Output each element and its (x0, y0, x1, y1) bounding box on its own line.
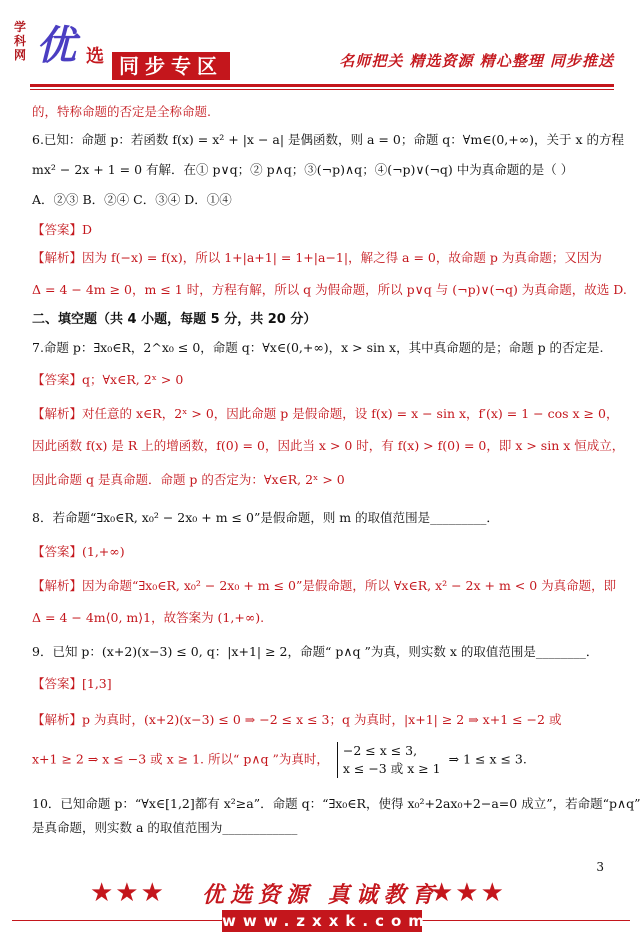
system-row-1: −2 ≤ x ≤ 3, (342, 743, 418, 758)
analysis-7-line-3: 因此命题 q 是真命题．命题 p 的否定为：∀x∈R, 2ˣ > 0 (32, 472, 345, 487)
analysis-9-text: x+1 ≥ 2 ⇒ x ≤ −3 或 x ≥ 1. 所以“ p∧q ”为真时， (32, 751, 329, 767)
inequality-system (337, 742, 441, 778)
logo-text-right: 选 (86, 46, 104, 67)
analysis-6-line-1: 【解析】因为 f(−x) = f(x)，所以 1+|a+1| = 1+|a−1|，解之得 a = 0，故命题 p 为真命题；又因为 (32, 250, 602, 265)
question-7-stem: 7.命题 p：∃x₀∈R，2^x₀ ≤ 0，命题 q：∀x∈(0,+∞)，x > sin x，其中真命题的是；命题 p 的否定是. (32, 340, 604, 355)
analysis-9-line-2 (32, 742, 527, 778)
analysis-6-line-2: Δ = 4 − 4m ≥ 0，m ≤ 1 时，方程有解，所以 q 为假命题，所以 p∨q 与 (¬p)∨(¬q) 为真命题，故选 D. (32, 282, 627, 297)
section-banner: 同步专区 (112, 52, 230, 80)
page-header (0, 0, 642, 92)
header-rule-thin (30, 89, 614, 90)
page-footer (0, 872, 642, 945)
answer-6: 【答案】D (32, 222, 93, 237)
footer-url[interactable]: www.zxxk.com (222, 912, 431, 930)
analysis-7-line-2: 因此函数 f(x) 是 R 上的增函数，f(0) = 0，因此当 x > 0 时，有 f(x) > f(0) = 0，即 x > sin x 恒成立， (32, 438, 625, 453)
site-logo (14, 20, 109, 80)
footer-title: 优选资源 真诚教育 (202, 883, 440, 908)
answer-7: 【答案】q；∀x∈R, 2ˣ > 0 (32, 372, 184, 387)
analysis-8-line-1: 【解析】因为命题“∃x₀∈R, x₀² − 2x₀ + m ≤ 0”是假命题，所以 ∀x∈R, x² − 2x + m < 0 为真命题，即 (32, 578, 617, 593)
question-9-stem: 9．已知 p：(x+2)(x−3) ≤ 0, q：|x+1| ≥ 2，命题“ p∧q ”为真，则实数 x 的取值范围是________． (32, 644, 599, 659)
star-icon: ★★★ (430, 878, 506, 908)
question-6-choices: A．②③ B．②④ C．③④ D．①④ (32, 192, 232, 207)
star-icon: ★★★ (90, 878, 166, 908)
analysis-8-line-2: Δ = 4 − 4m⟨0, m⟩1，故答案为 (1,+∞). (32, 610, 265, 625)
question-6-options-intro: mx² − 2x + 1 = 0 有解．在① p∨q；② p∧q；③(¬p)∧q；④(¬p)∨(¬q) 中为真命题的是（ ） (32, 162, 574, 177)
question-6-stem: 6.已知：命题 p：若函数 f(x) = x² + |x − a| 是偶函数，则 a = 0；命题 q：∀m∈(0,+∞)，关于 x 的方程 (32, 132, 625, 147)
logo-text-left: 学科网 (14, 20, 27, 62)
text-line: 的，特称命题的否定是全称命题. (32, 104, 211, 119)
page-number: 3 (596, 860, 604, 874)
analysis-9-line-1: 【解析】p 为真时，(x+2)(x−3) ≤ 0 ⇒ −2 ≤ x ≤ 3；q 为真时，|x+1| ≥ 2 ⇒ x+1 ≤ −2 或 (32, 712, 562, 727)
answer-8: 【答案】(1,+∞) (32, 544, 125, 559)
analysis-7-line-1: 【解析】对任意的 x∈R，2ˣ > 0，因此命题 p 是假命题，设 f(x) = x − sin x，f′(x) = 1 − cos x ≥ 0， (32, 406, 619, 421)
question-10-stem-2: 是真命题，则实数 a 的取值范围为____________ (32, 820, 298, 835)
logo-mark: 优 (36, 22, 76, 69)
section-heading-fill-in: 二、填空题（共 4 小题，每题 5 分，共 20 分） (32, 312, 317, 327)
system-result: ⇒ 1 ≤ x ≤ 3. (448, 751, 527, 767)
answer-9: 【答案】[1,3] (32, 676, 112, 691)
header-slogan: 名师把关 精选资源 精心整理 同步推送 (339, 52, 614, 70)
question-10-stem: 10．已知命题 p：“∀x∈[1,2]都有 x²≥a”．命题 q：“∃x₀∈R，使得 x₀²+2ax₀+2−a=0 成立”，若命题“p∧q” (32, 796, 641, 811)
system-row-2: x ≤ −3 或 x ≥ 1 (342, 761, 441, 776)
question-8-stem: 8．若命题“∃x₀∈R, x₀² − 2x₀ + m ≤ 0”是假命题，则 m 的取值范围是_________． (32, 510, 499, 525)
header-rule (30, 84, 614, 87)
